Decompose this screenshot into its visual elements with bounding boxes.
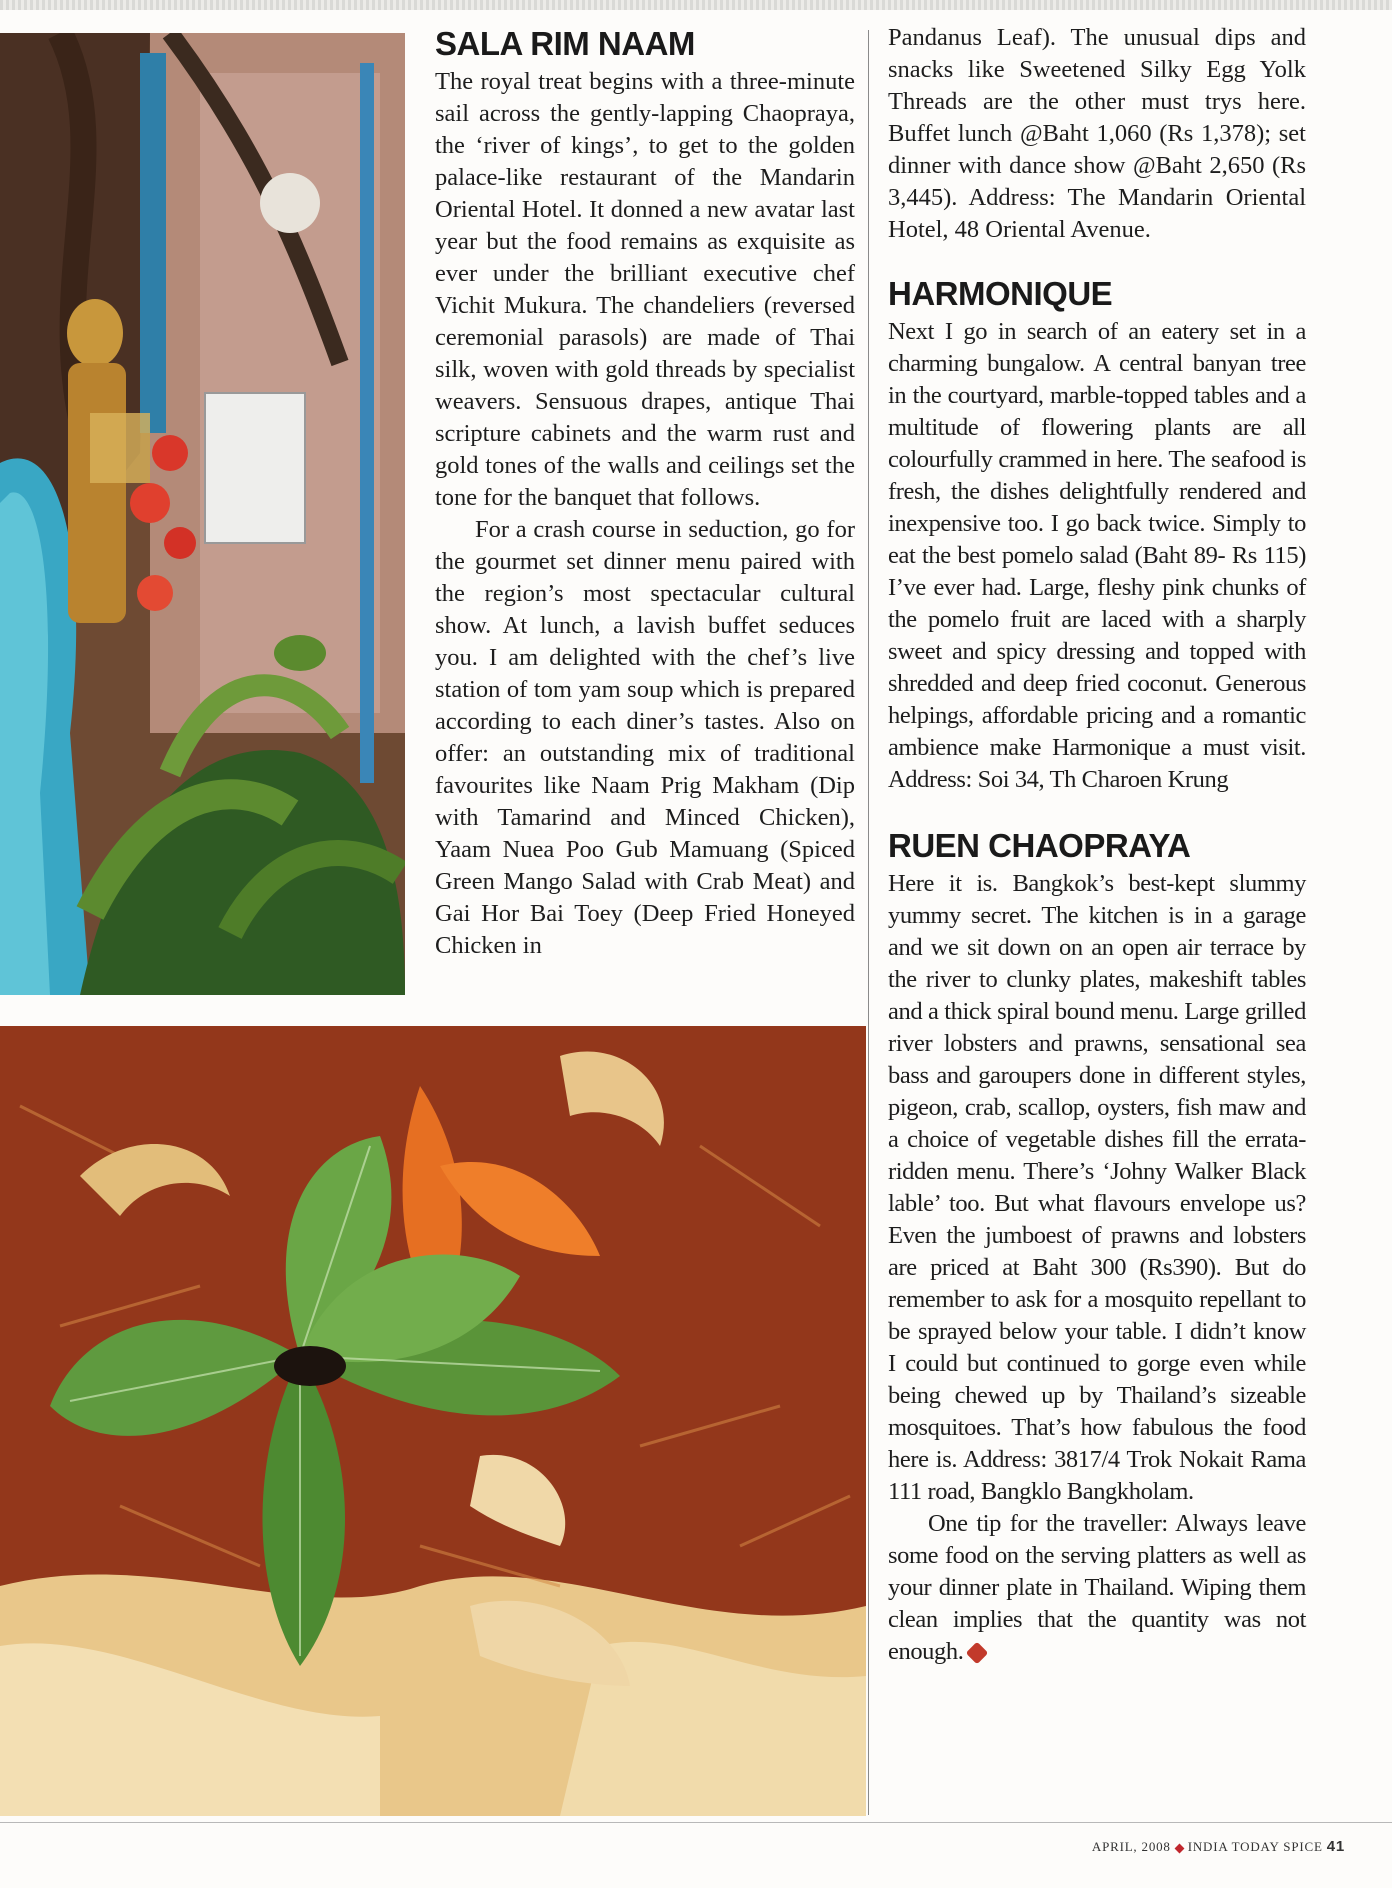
sala-rim-naam-paragraph-1: The royal treat begins with a three-minute sail across the gently-lapping Chaopraya, the ‘river of kings’, to get to the golden palace-like restaurant of the Mandarin Oriental Hotel. It donned a new avatar last year but the food remains as exquisite as ever under the brilliant executive chef Vichit Mukura. The chandeliers (reversed ceremonial parasols) are made of Thai silk, woven with gold threads by specialist weavers. Sensuous drapes, antique Thai scripture cabinets and the warm rust and gold tones of the walls and ceilings set the tone for the banquet that follows. bbox=[435, 68, 855, 511]
diamond-icon bbox=[1174, 1843, 1184, 1853]
end-of-article-icon bbox=[966, 1642, 989, 1665]
section-heading-sala-rim-naam: SALA RIM NAAM bbox=[435, 25, 695, 62]
article-column-1 bbox=[435, 22, 855, 962]
column-divider bbox=[868, 30, 869, 1815]
photo-thai-statue bbox=[0, 33, 405, 995]
article-column-2 bbox=[888, 22, 1306, 1668]
photo-food-dish bbox=[0, 1026, 866, 1816]
sala-rim-naam-paragraph-2: For a crash course in seduction, go for the gourmet set dinner menu paired with the region’s most spectacular cultural show. At lunch, a lavish buffet seduces you. I am delighted with the chef’s live station of tom yam soup which is prepared according to each diner’s tastes. Also on offer: an outstanding mix of traditional favourites like Naam Prig Makham (Dip with Tamarind and Minced Chicken), Yaam Nuea Poo Gub Mamuang (Spiced Green Mango Salad with Crab Meat) and Gai Hor Bai Toey (Deep Fried Honeyed Chicken in bbox=[435, 516, 855, 959]
footer-issue-date: APRIL, 2008 bbox=[1091, 1839, 1171, 1854]
ruen-chaopraya-paragraph-2 bbox=[888, 1508, 1306, 1668]
section-heading-ruen-chaopraya: RUEN CHAOPRAYA bbox=[888, 827, 1191, 864]
page-top-edge bbox=[0, 0, 1392, 10]
footer-magazine-name: INDIA TODAY SPICE bbox=[1187, 1839, 1323, 1854]
page-footer bbox=[1092, 1838, 1345, 1855]
footer-rule bbox=[0, 1822, 1392, 1823]
ruen-chaopraya-tip-text: One tip for the traveller: Always leave some food on the serving platters as well as your dinner plate in Thailand. Wiping them clean implies that the quantity was not enough. bbox=[888, 1510, 1306, 1665]
harmonique-paragraph: Next I go in search of an eatery set in a charming bungalow. A central banyan tree in the courtyard, marble-topped tables and a multitude of flowering plants are all colourfully crammed in here. The seafood is fresh, the dishes delightfully rendered and inexpensive too. I go back twice. Simply to eat the best pomelo salad (Baht 89- Rs 115) I’ve ever had. Large, fleshy pink chunks of the pomelo fruit are laced with a sharply sweet and spicy dressing and topped with shredded and deep fried coconut. Generous helpings, affordable pricing and a romantic ambience make Harmonique a must visit. Address: Soi 34, Th Charoen Krung bbox=[888, 318, 1306, 793]
sala-rim-naam-paragraph-3: Pandanus Leaf). The unusual dips and snacks like Sweetened Silky Egg Yolk Threads are the other must trys here. Buffet lunch @Baht 1,060 (Rs 1,378); set dinner with dance show @Baht 2,650 (Rs 3,445). Address: The Mandarin Oriental Hotel, 48 Oriental Avenue. bbox=[888, 24, 1306, 243]
ruen-chaopraya-paragraph-1: Here it is. Bangkok’s best-kept slummy yummy secret. The kitchen is in a garage and we sit down on an open air terrace by the river to clunky plates, makeshift tables and a thick spiral bound menu. Large grilled river lobsters and prawns, sensational sea bass and garoupers done in different styles, pigeon, crab, scallop, oysters, fish maw and a choice of vegetable dishes fill the errata-ridden menu. There’s ‘Johny Walker Black lable’ too. But what flavours envelope us? Even the jumboest of prawns and lobsters are priced at Baht 300 (Rs390). But do remember to ask for a mosquito repellant to be sprayed below your table. I didn’t know I could but continued to gorge even while being chewed up by Thailand’s sizeable mosquitoes. That’s how fabulous the food here is. Address: 3817/4 Trok Nokait Rama 111 road, Bangklo Bangkholam. bbox=[888, 870, 1306, 1505]
page-number: 41 bbox=[1326, 1838, 1345, 1855]
section-heading-harmonique: HARMONIQUE bbox=[888, 275, 1113, 312]
